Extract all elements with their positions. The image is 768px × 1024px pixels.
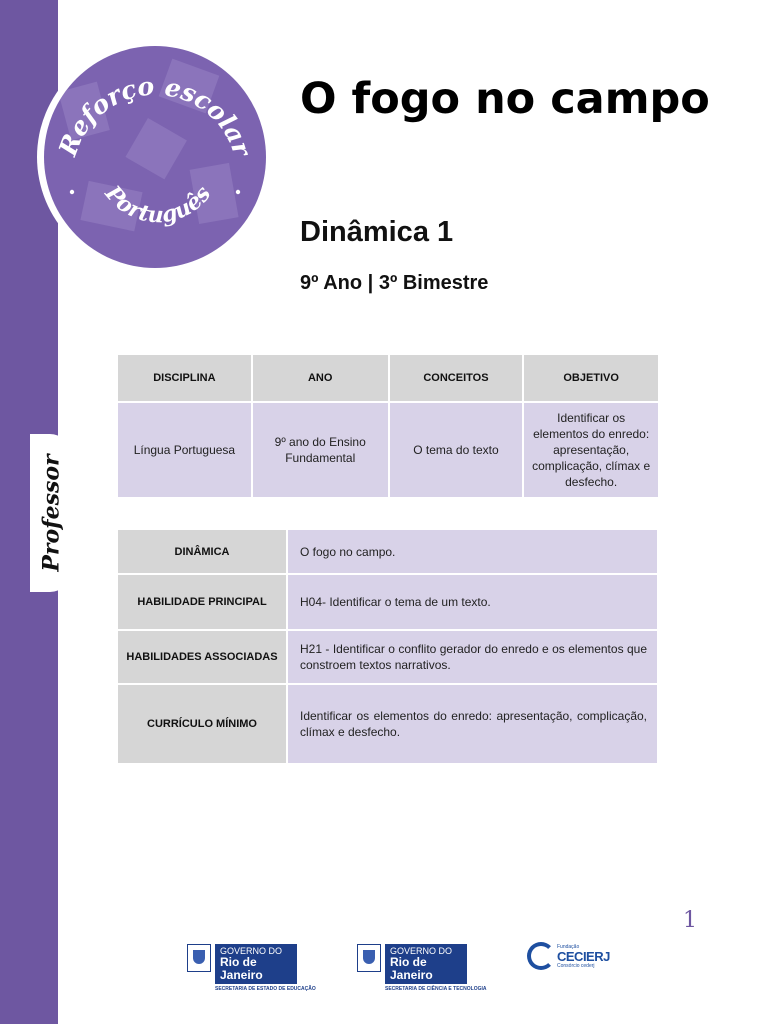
cecierj-name: CECIERJ	[557, 948, 610, 964]
overview-header-row	[118, 355, 658, 402]
side-tab-label	[32, 434, 72, 592]
logo1-top: GOVERNO DO	[220, 946, 283, 956]
logo-secretaria-educacao	[187, 944, 316, 992]
label-habilidade-principal: HABILIDADE PRINCIPAL	[118, 574, 287, 630]
value-dinamica: O fogo no campo.	[287, 530, 657, 574]
cecierj-small: Fundação	[557, 943, 580, 950]
logo2-top: GOVERNO DO	[390, 946, 453, 956]
cecierj-mark-icon	[527, 942, 555, 970]
header-disciplina: DISCIPLINA	[118, 355, 252, 402]
cell-disciplina: Língua Portuguesa	[118, 402, 252, 497]
header-objetivo: OBJETIVO	[523, 355, 658, 402]
value-habilidades-associadas: H21 - Identificar o conflito gerador do enredo e os elementos que constroem textos narrativos.	[287, 630, 657, 684]
coat-of-arms-icon	[357, 944, 381, 972]
table-row	[118, 684, 657, 764]
logo2-dept: SECRETARIA DE CIÊNCIA E TECNOLOGIA	[385, 986, 487, 992]
seal-dot-left	[70, 190, 74, 194]
reforco-escolar-seal	[44, 46, 266, 268]
coat-of-arms-icon	[187, 944, 211, 972]
logo1-name: Rio de Janeiro	[220, 955, 263, 982]
logo2-name: Rio de Janeiro	[390, 955, 433, 982]
header-ano: ANO	[252, 355, 389, 402]
professor-label: Professor	[39, 454, 65, 572]
table-row	[118, 630, 657, 684]
seal-line2: Português	[99, 180, 217, 229]
grade-bimester: 9º Ano | 3º Bimestre	[300, 272, 489, 294]
label-habilidades-associadas: HABILIDADES ASSOCIADAS	[118, 630, 287, 684]
table-row	[118, 530, 657, 574]
cell-conceitos: O tema do texto	[389, 402, 524, 497]
logo-cecierj	[527, 942, 610, 970]
seal-line1: Reforço escolar	[53, 71, 257, 160]
label-dinamica: DINÂMICA	[118, 530, 287, 574]
logo-secretaria-ciencia	[357, 944, 487, 992]
overview-table	[118, 355, 658, 497]
cell-objetivo: Identificar os elementos do enredo: apresentação, complicação, clímax e desfecho.	[523, 402, 658, 497]
value-habilidade-principal: H04- Identificar o tema de um texto.	[287, 574, 657, 630]
cecierj-sub: Consórcio cederj	[557, 962, 595, 969]
table-row	[118, 574, 657, 630]
page-number: 1	[683, 908, 697, 933]
details-table	[118, 530, 657, 765]
label-curriculo-minimo: CURRÍCULO MÍNIMO	[118, 684, 287, 764]
value-curriculo-minimo: Identificar os elementos do enredo: apresentação, complicação, clímax e desfecho.	[287, 684, 657, 764]
dynamic-subtitle: Dinâmica 1	[300, 216, 454, 248]
cell-ano: 9º ano do Ensino Fundamental	[252, 402, 389, 497]
page-title: O fogo no campo	[300, 74, 710, 124]
seal-dot-right	[236, 190, 240, 194]
overview-data-row	[118, 402, 658, 497]
header-conceitos: CONCEITOS	[389, 355, 524, 402]
logo1-dept: SECRETARIA DE ESTADO DE EDUCAÇÃO	[215, 986, 316, 992]
